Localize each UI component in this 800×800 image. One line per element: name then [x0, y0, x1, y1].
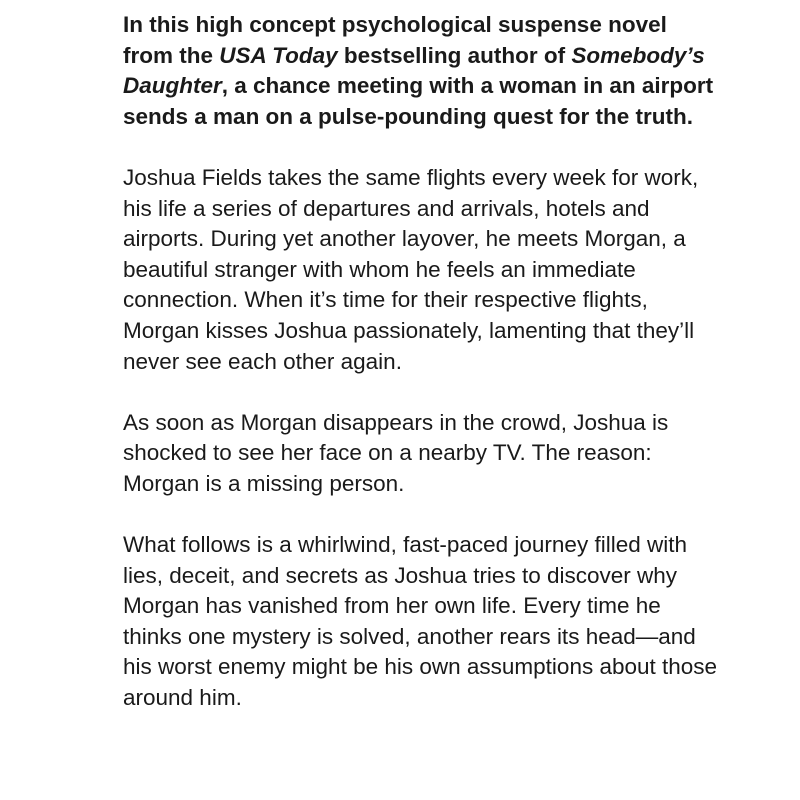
description-paragraph-1: Joshua Fields takes the same flights every week for work, his life a series of departures and arrivals, hotels and airports. During yet another layover, he meets Morgan, a beautiful stranger with whom he feels an immediate connection. When it’s time for their respective flights, Morgan kisses Joshua passionately, lamenting that they’ll never see each other again.: [123, 164, 699, 374]
lead-text-part-2: bestselling author of: [337, 42, 572, 68]
book-description: [123, 10, 723, 744]
description-lead: [123, 10, 723, 132]
description-paragraph-2: As soon as Morgan disappears in the crowd, Joshua is shocked to see her face on a nearby TV. The reason: Morgan is a missing person.: [123, 409, 669, 496]
lead-text-part-3: , a chance meeting with a woman in an airport sends a man on a pulse-pounding quest for the truth.: [123, 73, 714, 129]
publication-name: USA Today: [219, 42, 338, 68]
description-paragraph-3: What follows is a whirlwind, fast-paced journey filled with lies, deceit, and secrets as Joshua tries to discover why Morgan has vanished from her own life. Every time he thinks one mystery is solved, another rears its head—and his worst enemy might be his own assumptions about those around him.: [123, 532, 718, 711]
book-title: Somebody’s Daughter: [123, 42, 705, 99]
lead-text-part-1: In this high concept psychological suspense novel from the: [123, 12, 667, 68]
